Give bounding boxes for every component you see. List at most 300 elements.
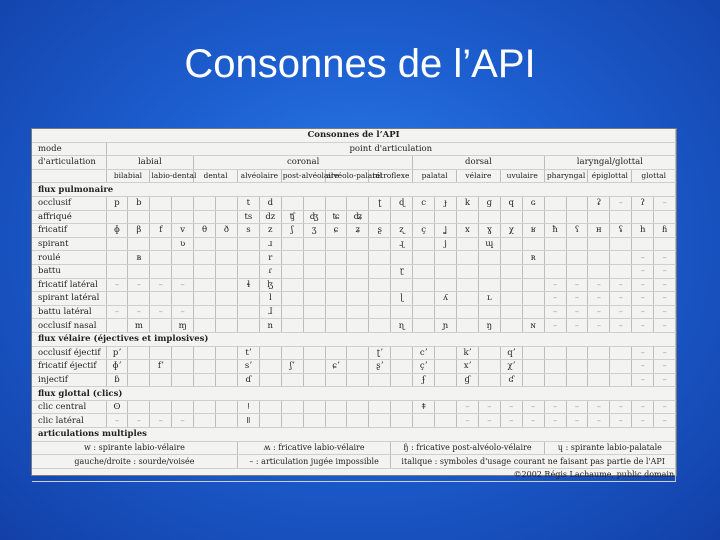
ipa-symbol-cell	[522, 346, 544, 360]
ipa-symbol-cell	[172, 346, 194, 360]
ipa-symbol-cell	[369, 414, 391, 428]
ipa-symbol-cell	[566, 210, 588, 224]
ipa-symbol-cell	[500, 319, 522, 333]
ipa-symbol-cell	[259, 360, 281, 374]
ipa-symbol-cell: –	[106, 414, 128, 428]
ipa-symbol-cell: ʙ	[128, 251, 150, 265]
ipa-symbol-cell	[325, 264, 347, 278]
ipa-symbol-cell	[588, 360, 610, 374]
ipa-symbol-cell: ɓ	[106, 373, 128, 387]
row-label: fricatif éjectif	[32, 360, 106, 374]
ipa-symbol-cell: –	[544, 414, 566, 428]
ipa-symbol-cell: m	[128, 319, 150, 333]
ipa-symbol-cell	[632, 210, 654, 224]
column-header: bilabial	[106, 169, 150, 183]
ipa-symbol-cell: –	[544, 305, 566, 319]
table-row	[32, 319, 676, 333]
ipa-symbol-cell	[391, 305, 413, 319]
ipa-symbol-cell: ʁ	[522, 224, 544, 238]
row-label: fricatif latéral	[32, 278, 106, 292]
column-header: dental	[194, 169, 238, 183]
ipa-symbol-cell	[544, 373, 566, 387]
ipa-symbol-cell	[391, 278, 413, 292]
ipa-symbol-cell	[325, 319, 347, 333]
ipa-symbol-cell	[610, 264, 632, 278]
ipa-symbol-cell	[478, 264, 500, 278]
ipa-symbol-cell	[566, 346, 588, 360]
ipa-symbol-cell	[610, 210, 632, 224]
ipa-symbol-cell	[216, 264, 238, 278]
ipa-symbol-cell: tʼ	[237, 346, 259, 360]
ipa-symbol-cell: –	[566, 414, 588, 428]
section-title: flux vélaire (éjectives et implosives)	[32, 332, 676, 346]
ipa-symbol-cell: fʼ	[150, 360, 172, 374]
ipa-symbol-cell: kʼ	[457, 346, 479, 360]
ipa-symbol-cell	[303, 414, 325, 428]
ipa-symbol-cell	[237, 305, 259, 319]
table-row	[32, 360, 676, 374]
ipa-symbol-cell: ɟ	[435, 196, 457, 210]
ipa-symbol-cell	[413, 319, 435, 333]
ipa-symbol-cell: θ	[194, 224, 216, 238]
ipa-symbol-cell	[150, 237, 172, 251]
ipa-symbol-cell	[413, 210, 435, 224]
table-row	[32, 210, 676, 224]
ipa-symbol-cell: ɸʼ	[106, 360, 128, 374]
row-label: occlusif nasal	[32, 319, 106, 333]
ipa-symbol-cell	[325, 346, 347, 360]
column-header: alvéolaire	[237, 169, 281, 183]
ipa-symbol-cell	[369, 237, 391, 251]
ipa-symbol-cell	[194, 278, 216, 292]
ipa-symbol-cell: ʡ	[588, 196, 610, 210]
ipa-symbol-cell: b	[128, 196, 150, 210]
credit: ©2002 Régis Lachaume, public domain	[32, 468, 676, 482]
ipa-symbol-cell: –	[632, 292, 654, 306]
ipa-symbol-cell	[391, 400, 413, 414]
ipa-symbol-cell: x	[457, 224, 479, 238]
ipa-symbol-cell: –	[478, 400, 500, 414]
ipa-symbol-cell: t	[237, 196, 259, 210]
ipa-symbol-cell	[150, 264, 172, 278]
ipa-symbol-cell	[194, 373, 216, 387]
ipa-symbol-cell: ɠ	[457, 373, 479, 387]
ipa-symbol-cell	[654, 210, 676, 224]
ipa-symbol-cell: r	[259, 251, 281, 265]
ipa-symbol-cell: ʨ	[325, 210, 347, 224]
ipa-symbol-cell	[172, 264, 194, 278]
ipa-symbol-cell	[435, 278, 457, 292]
ipa-symbol-cell: ʕ	[566, 224, 588, 238]
ipa-symbol-cell: ɲ	[435, 319, 457, 333]
ipa-symbol-cell	[369, 251, 391, 265]
head-mode: mode	[32, 142, 106, 156]
ipa-symbol-cell: ʧ	[281, 210, 303, 224]
table-row	[32, 278, 676, 292]
column-header-blank	[32, 169, 106, 183]
ipa-symbol-cell	[413, 237, 435, 251]
ipa-symbol-cell	[369, 400, 391, 414]
ipa-symbol-cell	[194, 210, 216, 224]
ipa-symbol-cell: –	[478, 414, 500, 428]
ipa-symbol-cell	[544, 264, 566, 278]
section-header-row	[32, 332, 676, 346]
ipa-symbol-cell	[194, 264, 216, 278]
ipa-symbol-cell: ʛ	[500, 373, 522, 387]
ipa-symbol-cell	[172, 210, 194, 224]
ipa-symbol-cell	[172, 251, 194, 265]
ipa-symbol-cell: –	[610, 292, 632, 306]
ipa-symbol-cell: z	[259, 224, 281, 238]
ipa-symbol-cell	[128, 373, 150, 387]
ipa-symbol-cell	[369, 278, 391, 292]
legend-dash: – : articulation jugée impossible	[237, 455, 390, 469]
row-label: spirant latéral	[32, 292, 106, 306]
ipa-symbol-cell	[325, 237, 347, 251]
ipa-symbol-cell	[106, 319, 128, 333]
ipa-symbol-cell	[106, 237, 128, 251]
ipa-symbol-cell	[106, 210, 128, 224]
ipa-symbol-cell: –	[128, 414, 150, 428]
ipa-symbol-cell	[347, 237, 369, 251]
ipa-symbol-cell	[566, 373, 588, 387]
ipa-symbol-cell: ʐ	[391, 224, 413, 238]
ipa-symbol-cell	[281, 414, 303, 428]
row-label: occlusif	[32, 196, 106, 210]
ipa-symbol-cell	[303, 251, 325, 265]
ipa-symbol-cell	[369, 305, 391, 319]
ipa-symbol-cell	[281, 373, 303, 387]
ipa-symbol-cell: –	[632, 319, 654, 333]
ipa-symbol-cell	[303, 305, 325, 319]
group-laryngal: laryngal/glottal	[544, 156, 675, 170]
ipa-symbol-cell: –	[654, 264, 676, 278]
ipa-symbol-cell	[281, 400, 303, 414]
ipa-symbol-cell	[369, 373, 391, 387]
ipa-symbol-cell	[172, 292, 194, 306]
table-row	[32, 224, 676, 238]
ipa-symbol-cell	[106, 292, 128, 306]
ipa-symbol-cell	[128, 346, 150, 360]
ipa-symbol-cell	[347, 360, 369, 374]
column-header: vélaire	[457, 169, 501, 183]
ipa-symbol-cell	[150, 400, 172, 414]
ipa-symbol-cell	[303, 264, 325, 278]
row-label: fricatif	[32, 224, 106, 238]
ipa-symbol-cell	[194, 237, 216, 251]
ipa-symbol-cell	[347, 400, 369, 414]
ipa-symbol-cell	[544, 346, 566, 360]
ipa-symbol-cell: ɦ	[654, 224, 676, 238]
ipa-symbol-cell: –	[150, 278, 172, 292]
slide-title: Consonnes de l’API	[184, 42, 536, 86]
ipa-symbol-cell	[500, 264, 522, 278]
ipa-symbol-cell: ɭ	[391, 292, 413, 306]
ipa-symbol-cell: pʼ	[106, 346, 128, 360]
ipa-symbol-cell: j	[435, 237, 457, 251]
ipa-symbol-cell: –	[106, 305, 128, 319]
ipa-symbol-cell	[457, 264, 479, 278]
table-row	[32, 305, 676, 319]
row-label: occlusif éjectif	[32, 346, 106, 360]
ipa-symbol-cell: ɹ	[259, 237, 281, 251]
ipa-symbol-cell: –	[632, 360, 654, 374]
ipa-symbol-cell: ʥ	[347, 210, 369, 224]
ipa-symbol-cell	[237, 237, 259, 251]
ipa-symbol-cell: ɬ	[237, 278, 259, 292]
legend-left-right: gauche/droite : sourde/voisée	[32, 455, 237, 469]
ipa-symbol-cell	[347, 319, 369, 333]
legend-wh: ʍ : fricative labio-vélaire	[237, 441, 390, 455]
table-row	[32, 237, 676, 251]
ipa-symbol-cell	[216, 346, 238, 360]
ipa-symbol-cell: –	[457, 400, 479, 414]
ipa-symbol-cell: ǂ	[413, 400, 435, 414]
ipa-symbol-cell: –	[632, 264, 654, 278]
ipa-symbol-cell	[128, 264, 150, 278]
ipa-symbol-cell	[457, 278, 479, 292]
ipa-symbol-cell: h	[632, 224, 654, 238]
ipa-symbol-cell	[281, 305, 303, 319]
ipa-symbol-cell	[500, 237, 522, 251]
ipa-symbol-cell	[610, 237, 632, 251]
ipa-symbol-cell: –	[588, 400, 610, 414]
ipa-symbol-cell	[588, 346, 610, 360]
ipa-symbol-cell	[237, 292, 259, 306]
ipa-symbol-cell: çʼ	[413, 360, 435, 374]
ipa-symbol-cell: –	[632, 373, 654, 387]
ipa-symbol-cell	[435, 346, 457, 360]
ipa-symbol-cell	[347, 251, 369, 265]
ipa-symbol-cell: –	[566, 400, 588, 414]
ipa-symbol-cell	[391, 360, 413, 374]
ipa-symbol-cell	[303, 400, 325, 414]
ipa-symbol-cell: p	[106, 196, 128, 210]
ipa-symbol-cell: ʘ	[106, 400, 128, 414]
ipa-symbol-cell: ð	[216, 224, 238, 238]
ipa-symbol-cell: –	[610, 414, 632, 428]
legend-hooktop: ɧ : fricative post-alvéolo-vélaire	[391, 441, 544, 455]
ipa-symbol-cell	[303, 237, 325, 251]
ipa-symbol-cell	[391, 373, 413, 387]
row-label: battu	[32, 264, 106, 278]
ipa-symbol-cell: ŋ	[478, 319, 500, 333]
ipa-symbol-cell	[522, 305, 544, 319]
table-row	[32, 264, 676, 278]
ipa-symbol-cell	[435, 373, 457, 387]
group-labial: labial	[106, 156, 194, 170]
ipa-symbol-cell	[654, 237, 676, 251]
ipa-symbol-cell	[259, 414, 281, 428]
ipa-symbol-cell: ħ	[544, 224, 566, 238]
ipa-symbol-cell	[566, 251, 588, 265]
ipa-symbol-cell: ʂ	[369, 224, 391, 238]
ipa-symbol-cell	[478, 278, 500, 292]
ipa-symbol-cell	[369, 319, 391, 333]
ipa-symbol-cell	[435, 210, 457, 224]
ipa-symbol-cell	[194, 400, 216, 414]
ipa-symbol-cell	[588, 237, 610, 251]
ipa-symbol-cell	[500, 305, 522, 319]
ipa-symbol-cell	[216, 210, 238, 224]
ipa-symbol-cell: ʔ	[632, 196, 654, 210]
ipa-symbol-cell	[632, 237, 654, 251]
section-header-row	[32, 387, 676, 401]
ipa-symbol-cell: ʀ	[522, 251, 544, 265]
ipa-symbol-cell	[413, 278, 435, 292]
ipa-symbol-cell: –	[654, 292, 676, 306]
ipa-symbol-cell: qʼ	[500, 346, 522, 360]
ipa-symbol-cell	[544, 237, 566, 251]
ipa-symbol-cell: –	[588, 414, 610, 428]
ipa-symbol-cell	[522, 292, 544, 306]
head-artic: d'articulation	[32, 156, 106, 170]
ipa-symbol-cell	[413, 292, 435, 306]
ipa-symbol-cell: –	[500, 414, 522, 428]
ipa-symbol-cell	[150, 319, 172, 333]
ipa-symbol-cell	[435, 400, 457, 414]
ipa-symbol-cell: ǁ	[237, 414, 259, 428]
ipa-symbol-cell	[347, 373, 369, 387]
ipa-symbol-cell: –	[544, 278, 566, 292]
ipa-symbol-cell: –	[457, 414, 479, 428]
ipa-symbol-cell: ʃ	[281, 224, 303, 238]
ipa-symbol-cell	[281, 196, 303, 210]
ipa-symbol-cell: ʃʼ	[281, 360, 303, 374]
ipa-symbol-cell	[325, 292, 347, 306]
ipa-symbol-cell: ç	[413, 224, 435, 238]
row-label: spirant	[32, 237, 106, 251]
ipa-symbol-cell: s	[237, 224, 259, 238]
ipa-symbol-cell: c	[413, 196, 435, 210]
ipa-symbol-cell: –	[544, 400, 566, 414]
ipa-symbol-cell	[610, 251, 632, 265]
column-header-row	[32, 169, 676, 183]
ipa-symbol-cell: n	[259, 319, 281, 333]
ipa-symbol-cell	[281, 346, 303, 360]
ipa-symbol-cell	[435, 264, 457, 278]
ipa-symbol-cell	[194, 292, 216, 306]
ipa-symbol-cell: ǃ	[237, 400, 259, 414]
ipa-symbol-cell	[281, 264, 303, 278]
section-title: flux pulmonaire	[32, 183, 676, 197]
table-row	[32, 292, 676, 306]
ipa-symbol-cell	[259, 373, 281, 387]
row-label: battu latéral	[32, 305, 106, 319]
ipa-symbol-cell: ɰ	[478, 237, 500, 251]
column-header: épiglottal	[588, 169, 632, 183]
ipa-symbol-cell	[194, 346, 216, 360]
table-caption: Consonnes de l’API	[32, 129, 676, 142]
ipa-symbol-cell	[522, 278, 544, 292]
ipa-symbol-cell	[172, 360, 194, 374]
ipa-symbol-cell	[259, 400, 281, 414]
ipa-symbol-cell	[610, 373, 632, 387]
ipa-symbol-cell: –	[654, 400, 676, 414]
ipa-symbol-cell: –	[610, 305, 632, 319]
ipa-symbol-cell: ʟ	[478, 292, 500, 306]
ipa-symbol-cell	[522, 373, 544, 387]
ipa-symbol-cell	[413, 414, 435, 428]
column-header: glottal	[632, 169, 676, 183]
legend-w: w : spirante labio-vélaire	[32, 441, 237, 455]
ipa-symbol-cell	[216, 196, 238, 210]
column-header: rétroflexe	[369, 169, 413, 183]
ipa-symbol-cell	[216, 319, 238, 333]
ipa-symbol-cell	[325, 278, 347, 292]
ipa-symbol-cell	[172, 373, 194, 387]
ipa-symbol-cell: ɮ	[259, 278, 281, 292]
ipa-symbol-cell	[194, 319, 216, 333]
ipa-symbol-cell: –	[632, 414, 654, 428]
ipa-symbol-cell: –	[544, 319, 566, 333]
ipa-symbol-cell: –	[566, 319, 588, 333]
ipa-symbol-cell	[194, 414, 216, 428]
ipa-symbol-cell	[522, 360, 544, 374]
ipa-symbol-cell	[303, 346, 325, 360]
ipa-symbol-cell	[391, 414, 413, 428]
ipa-symbol-cell	[216, 251, 238, 265]
ipa-symbol-cell: ɴ	[522, 319, 544, 333]
ipa-symbol-cell	[325, 373, 347, 387]
ipa-symbol-cell	[106, 264, 128, 278]
ipa-symbol-cell	[413, 251, 435, 265]
ipa-symbol-cell	[128, 210, 150, 224]
ipa-consonant-table	[31, 128, 677, 480]
ipa-symbol-cell	[128, 360, 150, 374]
ipa-symbol-cell: –	[654, 305, 676, 319]
ipa-symbol-cell	[347, 305, 369, 319]
column-header: uvulaire	[500, 169, 544, 183]
column-header: palatal	[413, 169, 457, 183]
ipa-symbol-cell	[478, 346, 500, 360]
ipa-symbol-cell: ɻ	[391, 237, 413, 251]
ipa-symbol-cell	[150, 196, 172, 210]
ipa-symbol-cell	[303, 292, 325, 306]
ipa-symbol-cell	[478, 373, 500, 387]
ipa-symbol-cell	[216, 237, 238, 251]
ipa-symbol-cell	[369, 210, 391, 224]
ipa-symbol-cell: ʢ	[610, 224, 632, 238]
ipa-symbol-cell	[588, 251, 610, 265]
column-header: post-alvéolaire	[281, 169, 325, 183]
ipa-symbol-cell	[281, 292, 303, 306]
ipa-symbol-cell	[172, 196, 194, 210]
ipa-symbol-cell: ʈ	[369, 196, 391, 210]
ipa-symbol-cell	[194, 196, 216, 210]
ipa-symbol-cell	[281, 251, 303, 265]
ipa-symbol-cell	[216, 278, 238, 292]
ipa-symbol-cell	[391, 210, 413, 224]
ipa-symbol-cell	[566, 237, 588, 251]
ipa-symbol-cell	[566, 196, 588, 210]
ipa-symbol-cell	[413, 305, 435, 319]
ipa-symbol-cell: –	[150, 414, 172, 428]
ipa-symbol-cell	[610, 346, 632, 360]
ipa-symbol-cell: v	[172, 224, 194, 238]
ipa-symbol-cell	[237, 251, 259, 265]
ipa-table-grid	[32, 129, 676, 482]
ipa-symbol-cell	[347, 346, 369, 360]
ipa-symbol-cell	[303, 196, 325, 210]
ipa-symbol-cell	[457, 251, 479, 265]
ipa-symbol-cell	[216, 360, 238, 374]
ipa-symbol-cell: –	[654, 346, 676, 360]
ipa-symbol-cell: ɖ	[391, 196, 413, 210]
column-header: labio-dental	[150, 169, 194, 183]
ipa-symbol-cell	[457, 210, 479, 224]
ipa-symbol-cell	[347, 196, 369, 210]
